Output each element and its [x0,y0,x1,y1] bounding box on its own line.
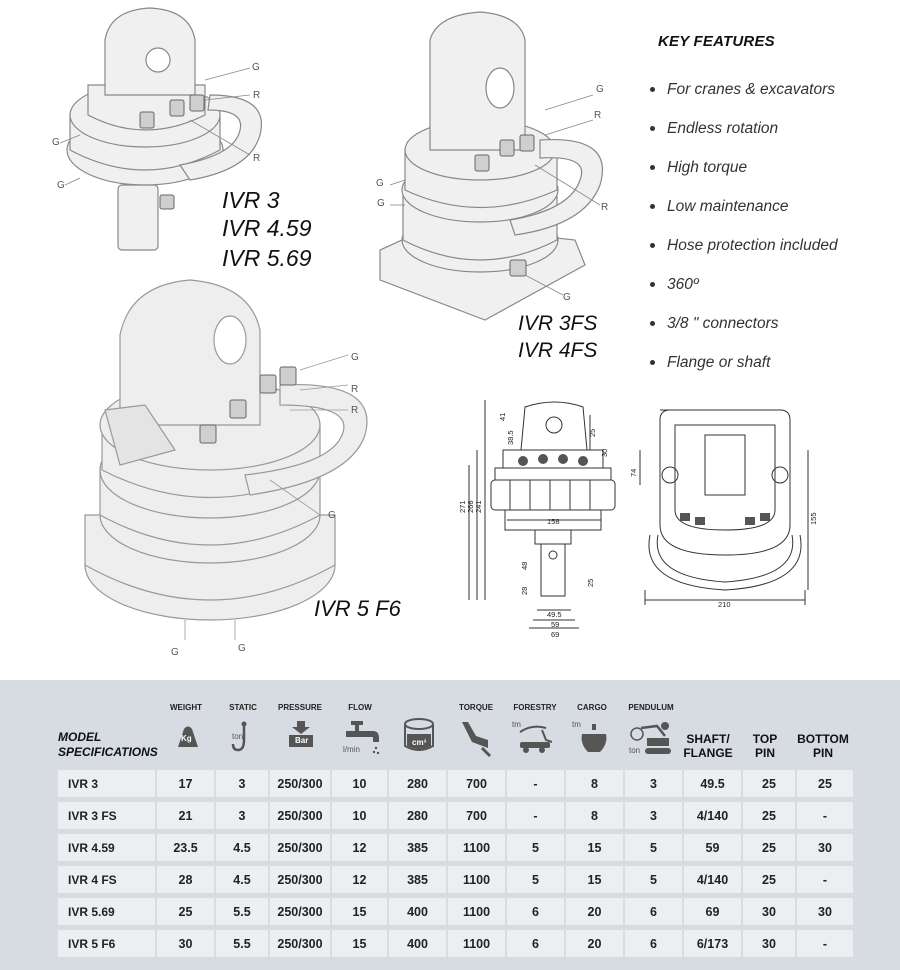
cell-static: 3 [216,802,268,829]
bullet-icon [650,87,655,92]
model-label: IVR 5.69 [222,245,312,271]
cell-cargo: 20 [566,930,623,957]
cell-displacement: 280 [389,802,446,829]
cell-pendulum: 3 [625,802,682,829]
cargo-bucket-icon: tm [572,720,614,756]
port-label-r: R [253,153,261,164]
cell-static: 5.5 [216,898,268,925]
key-features-title: KEY FEATURES [658,33,775,50]
cell-static: 4.5 [216,866,268,893]
rotator-illustration-flange [375,10,615,320]
cell-bottom-pin: 25 [797,770,853,797]
feature-item: 360º [650,265,890,304]
specifications-panel [0,680,900,970]
bullet-icon [650,360,655,365]
header-shaft-flange: SHAFT/ FLANGE [683,732,733,760]
feature-item: Endless rotation [650,109,890,148]
cell-shaft: 6/173 [684,930,741,957]
cell-bottom-pin: 30 [797,898,853,925]
cell-torque: 700 [448,802,505,829]
pendulum-excavator-icon: ton [625,720,673,758]
cell-pendulum: 5 [625,866,682,893]
cell-forestry: 6 [507,898,564,925]
cell-weight: 17 [157,770,214,797]
port-label-g: G [377,198,385,209]
header-static: STATIC [229,703,257,712]
cell-displacement: 385 [389,834,446,861]
port-label-r: R [253,90,261,101]
cell-top-pin: 25 [743,834,795,861]
cell-bottom-pin: - [797,866,853,893]
cell-top-pin: 30 [743,898,795,925]
cell-displacement: 385 [389,866,446,893]
cell-pressure: 250/300 [270,866,330,893]
displacement-icon: cm³ [403,718,435,754]
cell-forestry: - [507,770,564,797]
weight-icon: Kg [175,723,201,749]
bullet-icon [650,243,655,248]
dim-label: 25 [588,428,597,437]
cell-weight: 28 [157,866,214,893]
hook-icon: ton [230,720,258,758]
bullet-icon [650,321,655,326]
dim-label: 158 [547,517,560,526]
dim-label: 210 [718,600,731,609]
cell-cargo: 15 [566,834,623,861]
model-label: IVR 3FS [518,312,598,335]
dim-label: 48 [520,561,529,570]
cell-pressure: 250/300 [270,930,330,957]
cell-flow: 12 [332,866,387,893]
table-row [58,866,853,893]
cell-torque: 1100 [448,930,505,957]
model-label: IVR 3 [222,187,280,213]
cell-static: 5.5 [216,930,268,957]
dim-label: 271 [458,500,467,513]
dim-label: 74 [629,468,638,477]
port-label-g: G [376,178,384,189]
header-bottom-pin: BOTTOM PIN [797,732,849,760]
model-label: IVR 4FS [518,339,598,362]
cell-weight: 21 [157,802,214,829]
cell-model: IVR 4.59 [58,834,155,861]
model-label: IVR 4.59 [222,215,312,241]
cell-pressure: 250/300 [270,770,330,797]
header-cargo: CARGO [577,703,607,712]
cell-pressure: 250/300 [270,802,330,829]
port-label-g: G [171,647,179,658]
cell-top-pin: 30 [743,930,795,957]
dim-label: 59 [551,620,560,629]
cell-torque: 1100 [448,834,505,861]
feature-item: Low maintenance [650,187,890,226]
bullet-icon [650,165,655,170]
table-row [58,898,853,925]
cell-flow: 10 [332,802,387,829]
dim-label: 155 [809,512,818,525]
cell-bottom-pin: - [797,802,853,829]
cell-forestry: 5 [507,834,564,861]
forestry-crane-icon: tm [512,720,556,754]
dim-label: 38.5 [506,430,515,445]
cell-torque: 700 [448,770,505,797]
cell-weight: 23.5 [157,834,214,861]
cell-model: IVR 3 [58,770,155,797]
port-label-g: G [328,510,336,521]
cell-weight: 25 [157,898,214,925]
model-label: IVR 5 F6 [314,596,401,621]
bullet-icon [650,282,655,287]
dim-label: 241 [474,500,483,513]
cell-static: 4.5 [216,834,268,861]
dim-label: 266 [466,500,475,513]
port-label-r: R [351,405,359,416]
cell-pendulum: 6 [625,930,682,957]
cell-model: IVR 4 FS [58,866,155,893]
header-top-pin: TOP PIN [752,732,778,760]
cell-torque: 1100 [448,866,505,893]
torque-icon [458,718,494,758]
feature-item: Flange or shaft [650,343,890,382]
dim-label: 49.5 [547,610,562,619]
dim-label: 25 [586,578,595,587]
port-label-g: G [563,292,571,303]
cell-torque: 1100 [448,898,505,925]
cell-flow: 15 [332,930,387,957]
technical-drawing-top [630,405,820,610]
faucet-icon: l/min [343,718,383,758]
cell-pressure: 250/300 [270,834,330,861]
dim-label: 30 [600,448,609,457]
cell-static: 3 [216,770,268,797]
cell-cargo: 8 [566,802,623,829]
cell-shaft: 4/140 [684,802,741,829]
feature-item: High torque [650,148,890,187]
spec-title: MODEL SPECIFICATIONS [58,730,158,759]
cell-displacement: 280 [389,770,446,797]
cell-flow: 15 [332,898,387,925]
header-pendulum: PENDULUM [628,703,674,712]
table-row [58,930,853,957]
cell-pendulum: 3 [625,770,682,797]
table-row [58,802,853,829]
cell-cargo: 20 [566,898,623,925]
cell-shaft: 59 [684,834,741,861]
cell-model: IVR 5.69 [58,898,155,925]
key-features-list [650,70,890,382]
cell-pendulum: 5 [625,834,682,861]
cell-shaft: 49.5 [684,770,741,797]
cell-model: IVR 5 F6 [58,930,155,957]
technical-drawing-side [455,395,630,645]
dim-label: 69 [551,630,560,639]
header-forestry: FORESTRY [513,703,557,712]
table-row [58,834,853,861]
cell-weight: 30 [157,930,214,957]
port-label-g: G [596,84,604,95]
cell-pressure: 250/300 [270,898,330,925]
feature-item: 3/8 " connectors [650,304,890,343]
cell-cargo: 15 [566,866,623,893]
cell-top-pin: 25 [743,770,795,797]
port-label-r: R [601,202,609,213]
dim-label: 41 [498,412,507,421]
cell-bottom-pin: 30 [797,834,853,861]
cell-displacement: 400 [389,930,446,957]
cell-pendulum: 6 [625,898,682,925]
bullet-icon [650,204,655,209]
port-label-g: G [52,137,60,148]
cell-top-pin: 25 [743,802,795,829]
cell-displacement: 400 [389,898,446,925]
bullet-icon [650,126,655,131]
pressure-icon: Bar [286,720,316,748]
cell-shaft: 69 [684,898,741,925]
feature-item: Hose protection included [650,226,890,265]
cell-flow: 12 [332,834,387,861]
header-flow: FLOW [348,703,372,712]
cell-top-pin: 25 [743,866,795,893]
dim-label: 28 [520,586,529,595]
header-torque: TORQUE [458,703,494,712]
cell-forestry: 5 [507,866,564,893]
cell-forestry: 6 [507,930,564,957]
port-label-r: R [594,110,602,121]
cell-shaft: 4/140 [684,866,741,893]
cell-model: IVR 3 FS [58,802,155,829]
header-weight: WEIGHT [170,703,202,712]
port-label-g: G [351,352,359,363]
feature-item: For cranes & excavators [650,70,890,109]
cell-flow: 10 [332,770,387,797]
table-row [58,770,853,797]
port-label-g: G [57,180,65,191]
port-label-g: G [252,62,260,73]
cell-bottom-pin: - [797,930,853,957]
header-pressure: PRESSURE [277,703,322,712]
port-label-r: R [351,384,359,395]
rotator-illustration-f6 [80,275,380,645]
cell-forestry: - [507,802,564,829]
port-label-g: G [238,643,246,654]
cell-cargo: 8 [566,770,623,797]
